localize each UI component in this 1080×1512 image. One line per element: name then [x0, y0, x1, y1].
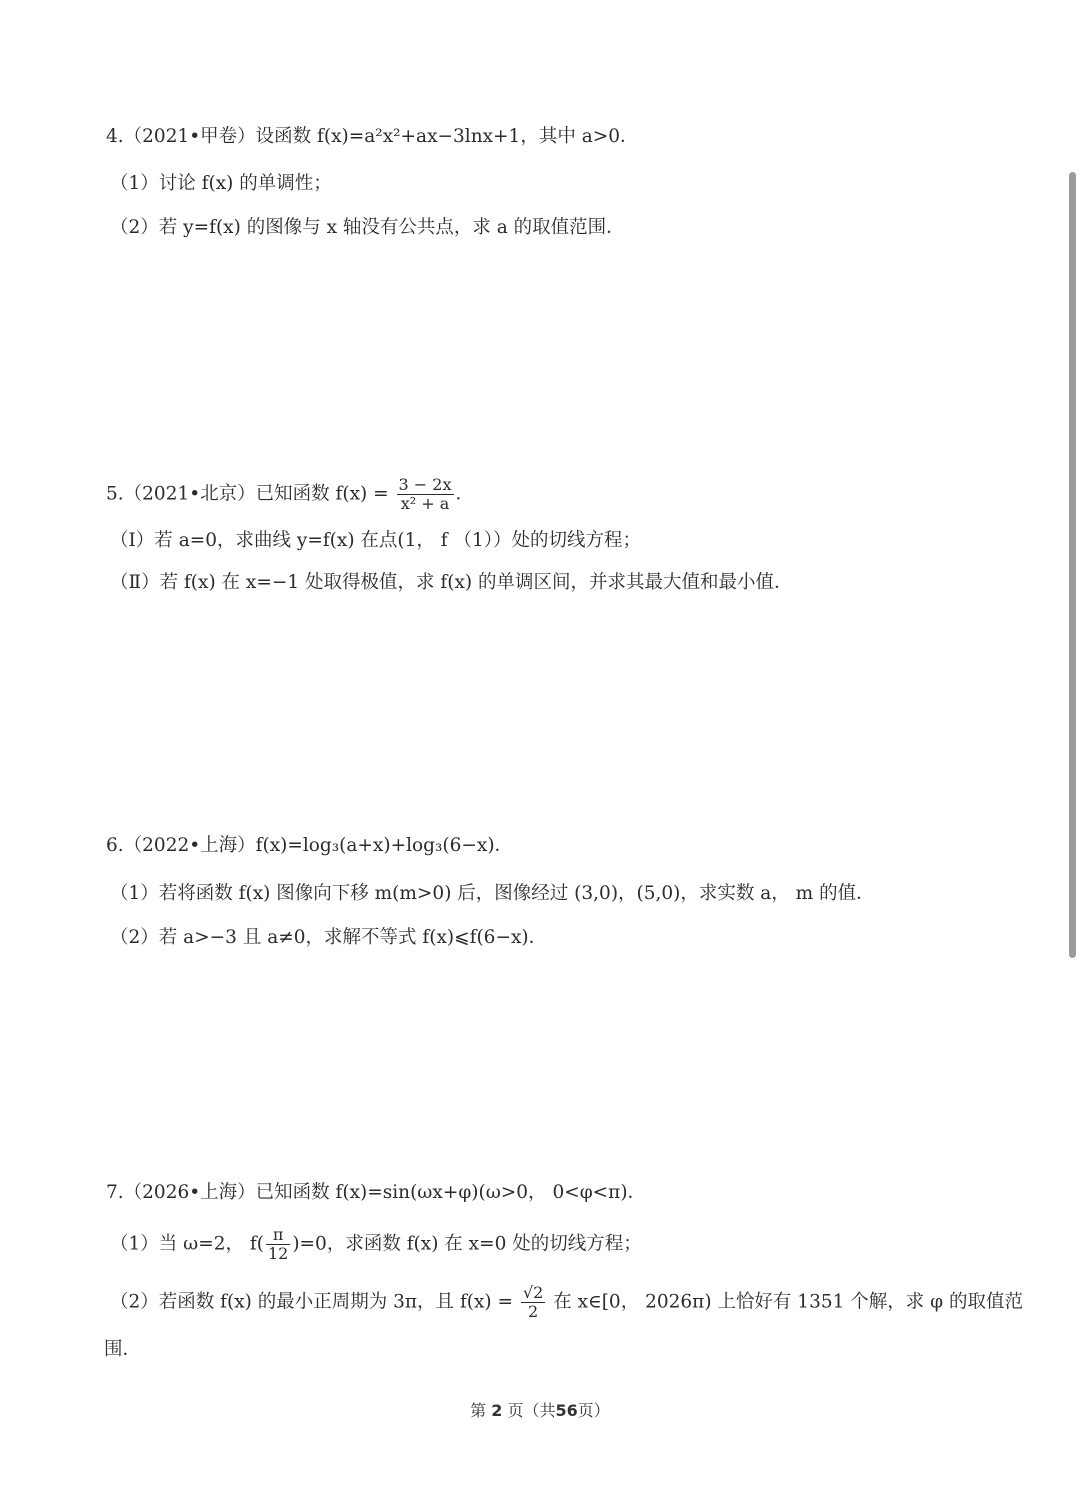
fraction-denominator: 2 — [528, 1302, 539, 1321]
problem-6-part-1: （1）若将函数 f(x) 图像向下移 m(m>0) 后，图像经过 (3,0)，(5,0)，求实数 a， m 的值． — [110, 883, 875, 904]
page-number: 2 — [491, 1401, 503, 1420]
problem-text: 设函数 f(x)=a²x²+ax−3lnx+1，其中 a>0． — [255, 126, 639, 147]
problem-number: 5. — [106, 483, 124, 505]
problem-4-part-1: （1）讨论 f(x) 的单调性； — [110, 173, 332, 194]
problem-5-part-1: （Ⅰ）若 a=0，求曲线 y=f(x) 在点(1， f （1））处的切线方程； — [110, 530, 642, 551]
page-footer — [0, 1398, 1080, 1421]
footer-middle: 页（共 — [507, 1401, 556, 1420]
problem-text: （2）若函数 f(x) 的最小正周期为 3π，且 f(x) = — [110, 1291, 514, 1313]
fraction-denominator: x² + a — [400, 494, 450, 513]
problem-source: （2022•上海） — [123, 835, 256, 856]
problem-7-stem — [106, 1180, 646, 1206]
problem-text: 已知函数 f(x)=sin(ωx+φ)(ω>0， 0<φ<π)． — [255, 1182, 647, 1203]
problem-4-stem — [106, 124, 639, 150]
problem-source: （2021•甲卷） — [123, 126, 256, 147]
fraction — [397, 476, 454, 513]
footer-prefix: 第 — [470, 1401, 487, 1420]
problem-source: （2021•北京） — [123, 483, 256, 505]
problem-text: 已知函数 f(x) = — [255, 483, 389, 505]
problem-source: （2026•上海） — [123, 1182, 256, 1203]
problem-6-stem — [106, 833, 513, 859]
problem-5-part-2: （Ⅱ）若 f(x) 在 x=−1 处取得极值，求 f(x) 的单调区间，并求其最大值和最小值． — [110, 572, 793, 593]
problem-5-stem — [106, 476, 474, 513]
vertical-scrollbar[interactable] — [1069, 172, 1076, 958]
fraction-numerator: √2 — [522, 1283, 544, 1302]
problem-text: f(x)=log₃(a+x)+log₃(6−x)． — [255, 835, 514, 856]
problem-text-end: 在 x∈[0， 2026π) 上恰好有 1351 个解，求 φ 的取值范 — [553, 1291, 1023, 1313]
fraction-numerator: π — [266, 1226, 290, 1245]
problem-4-part-2: （2）若 y=f(x) 的图像与 x 轴没有公共点，求 a 的取值范围． — [110, 217, 625, 238]
fraction-denominator: 12 — [267, 1244, 289, 1263]
fraction-numerator: 3 − 2x — [398, 475, 452, 494]
problem-text-end: ． — [455, 483, 475, 505]
fraction — [521, 1284, 545, 1321]
fraction — [266, 1226, 290, 1263]
problem-text: （1）当 ω=2， f( — [110, 1233, 264, 1255]
problem-6-part-2: （2）若 a>−3 且 a≠0，求解不等式 f(x)⩽f(6−x)． — [110, 927, 548, 948]
problem-text-end: )=0，求函数 f(x) 在 x=0 处的切线方程； — [292, 1233, 642, 1255]
problem-number: 7. — [106, 1182, 124, 1203]
problem-number: 4. — [106, 126, 124, 147]
problem-7-part-2-continued: 围． — [104, 1339, 142, 1360]
problem-number: 6. — [106, 835, 124, 856]
problem-7-part-1 — [110, 1226, 642, 1263]
total-pages: 56 — [555, 1401, 578, 1420]
problem-7-part-2 — [110, 1284, 1023, 1321]
footer-suffix: 页） — [577, 1401, 610, 1420]
